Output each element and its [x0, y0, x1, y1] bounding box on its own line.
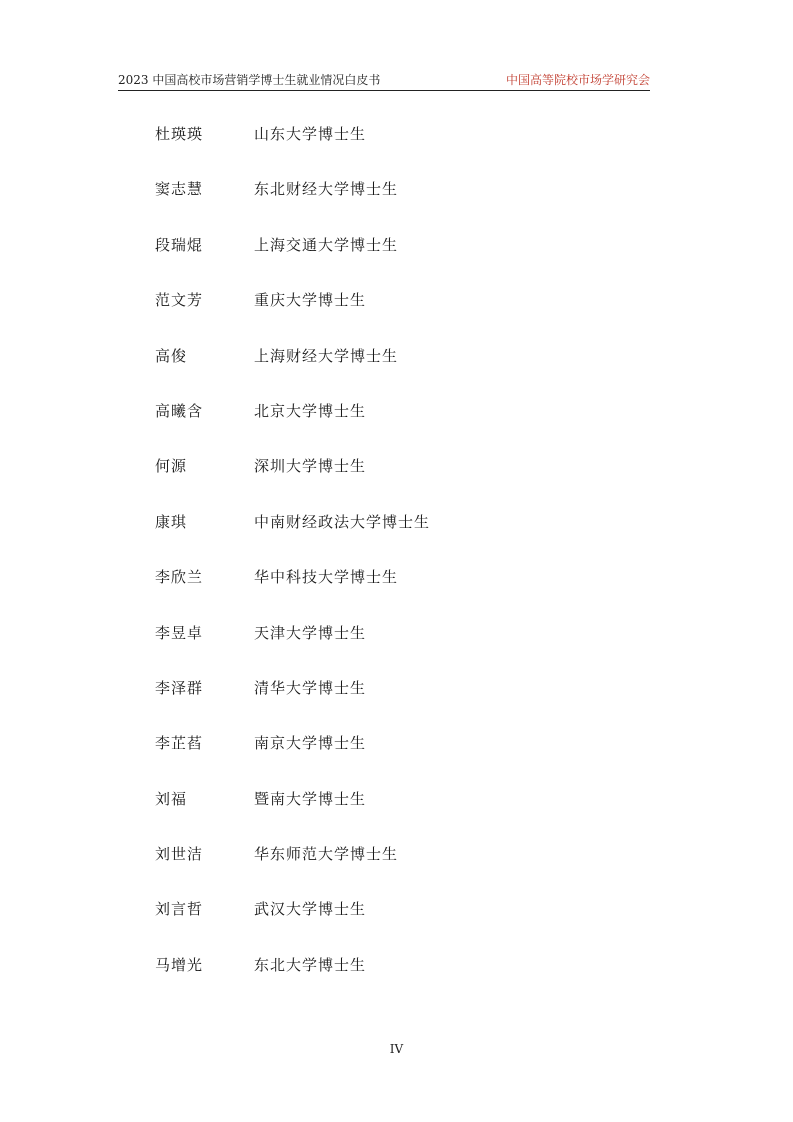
person-affiliation: 上海交通大学博士生: [254, 235, 399, 254]
person-affiliation: 东北财经大学博士生: [254, 180, 399, 199]
page-header: [118, 72, 650, 91]
person-name: 高曦含: [155, 401, 204, 420]
name-list: [155, 120, 635, 1006]
person-name: 康琪: [155, 512, 188, 531]
list-item: [155, 563, 635, 618]
list-item: [155, 286, 635, 341]
person-name: 窦志慧: [155, 180, 204, 199]
person-name: 范文芳: [155, 291, 204, 310]
person-name: 高俊: [155, 346, 188, 365]
list-item: [155, 508, 635, 563]
person-name: 李昱卓: [155, 623, 204, 642]
person-name: 李芷萏: [155, 734, 204, 753]
list-item: [155, 895, 635, 950]
person-name: 杜瑛瑛: [155, 125, 204, 143]
list-item: [155, 175, 635, 230]
list-item: [155, 729, 635, 784]
person-name: 李欣兰: [155, 568, 204, 587]
person-affiliation: 暨南大学博士生: [254, 789, 367, 808]
list-item: [155, 619, 635, 674]
document-title: 2023 中国高校市场营销学博士生就业情况白皮书: [118, 73, 381, 87]
person-affiliation: 深圳大学博士生: [254, 457, 367, 476]
list-item: [155, 452, 635, 507]
list-item: [155, 342, 635, 397]
person-name: 段瑞焜: [155, 235, 204, 254]
person-affiliation: 南京大学博士生: [254, 734, 367, 753]
list-item: [155, 231, 635, 286]
person-affiliation: 北京大学博士生: [254, 401, 367, 420]
person-affiliation: 中南财经政法大学博士生: [254, 512, 431, 531]
person-affiliation: 山东大学博士生: [254, 125, 367, 143]
list-item: [155, 674, 635, 729]
person-affiliation: 华东师范大学博士生: [254, 845, 399, 864]
person-affiliation: 上海财经大学博士生: [254, 346, 399, 365]
person-affiliation: 东北大学博士生: [254, 955, 367, 974]
list-item: [155, 951, 635, 1006]
person-name: 刘世洁: [155, 845, 204, 864]
page-number: IV: [389, 1042, 404, 1056]
person-name: 刘福: [155, 789, 188, 808]
person-name: 李泽群: [155, 678, 204, 697]
person-affiliation: 重庆大学博士生: [254, 291, 367, 310]
person-affiliation: 清华大学博士生: [254, 678, 367, 697]
person-name: 何源: [155, 457, 188, 476]
organization-name: 中国高等院校市场学研究会: [505, 73, 650, 87]
list-item: [155, 120, 635, 175]
list-item: [155, 785, 635, 840]
person-affiliation: 天津大学博士生: [254, 623, 367, 642]
list-item: [155, 840, 635, 895]
person-name: 刘言哲: [155, 900, 204, 919]
person-name: 马增光: [155, 955, 204, 974]
person-affiliation: 华中科技大学博士生: [254, 568, 399, 587]
list-item: [155, 397, 635, 452]
person-affiliation: 武汉大学博士生: [254, 900, 367, 919]
